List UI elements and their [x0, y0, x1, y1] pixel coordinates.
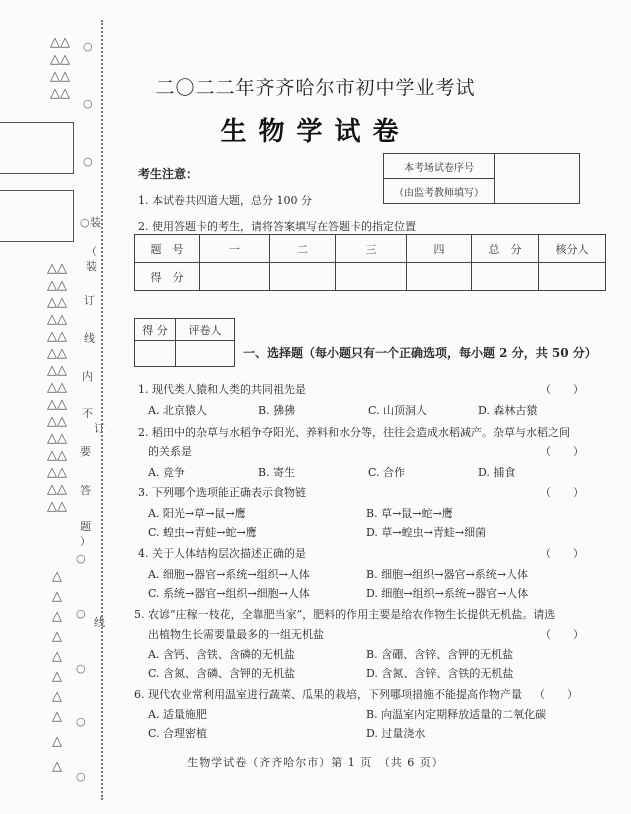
- binding-side-char: 订: [94, 422, 105, 435]
- binding-char: 题: [80, 520, 91, 533]
- option: C. 合理密植: [148, 727, 208, 740]
- student-info-box: [0, 190, 74, 242]
- binding-char: 要: [80, 445, 91, 458]
- binding-char: 装: [86, 260, 97, 273]
- triangle-mark: △: [52, 629, 62, 644]
- triangle-mark: △△: [47, 431, 67, 446]
- paper-subtitle: 生物学试卷: [220, 117, 411, 147]
- grader-header-cell: 评卷人: [176, 319, 235, 341]
- score-header-cell: 二: [270, 235, 336, 263]
- option: C. 含氮、含磷、含钾的无机盐: [148, 667, 296, 680]
- binding-char: （: [86, 245, 97, 258]
- option: B. 含硼、含锌、含钾的无机盐: [366, 648, 514, 661]
- score-header-cell: 总 分: [472, 235, 539, 263]
- binding-char: 线: [84, 332, 95, 345]
- triangle-mark: △△: [47, 482, 67, 497]
- triangle-mark: △△: [47, 465, 67, 480]
- question-stem-cont: 出植物生长需要量最多的一组无机盐: [148, 628, 324, 641]
- question-stem: 5. 农谚“庄稼一枝花，全靠肥当家”，肥料的作用主要是给农作物生长提供无机盐。请选: [134, 608, 556, 621]
- triangle-mark: △△: [47, 346, 67, 361]
- score-row-label: 得 分: [135, 263, 200, 291]
- score-header-cell: 一: [200, 235, 270, 263]
- answer-paren[interactable]: （ ）: [540, 383, 584, 396]
- option: B. 细胞→组织→器官→系统→人体: [366, 568, 528, 581]
- notice-heading: 考生注意：: [138, 167, 199, 181]
- question-stem-cont: 的关系是: [148, 445, 192, 458]
- question-stem: 4. 关于人体结构层次描述正确的是: [138, 547, 306, 560]
- option: D. 捕食: [478, 466, 516, 479]
- score-cell[interactable]: [407, 263, 472, 291]
- grader-table: [134, 318, 235, 367]
- triangle-mark: △△: [47, 261, 67, 276]
- grader-header-cell: 得 分: [135, 319, 176, 341]
- triangle-mark: △△: [50, 86, 70, 101]
- option: D. 草→蝗虫→青蛙→细菌: [366, 526, 487, 539]
- room-serial-note: （由监考教师填写）: [384, 179, 495, 204]
- triangle-mark: △△: [47, 329, 67, 344]
- option: B. 寄生: [258, 466, 296, 479]
- option: B. 向温室内定期释放适量的二氧化碳: [366, 708, 547, 721]
- room-serial-box: [383, 153, 580, 204]
- triangle-mark: △△: [47, 295, 67, 310]
- room-serial-field[interactable]: [495, 154, 580, 204]
- circle-icon: ○: [76, 607, 86, 620]
- notice-item: 2. 使用答题卡的考生，请将答案填写在答题卡的指定位置: [138, 220, 416, 233]
- room-serial-label: 本考场试卷序号: [384, 154, 495, 179]
- circle-icon: ○: [80, 216, 90, 229]
- option: A. 细胞→器官→系统→组织→人体: [148, 568, 310, 581]
- score-cell[interactable]: [270, 263, 336, 291]
- question-stem: 2. 稻田中的杂草与水稻争夺阳光、养料和水分等，往往会造成水稻减产。杂草与水稻之间: [138, 426, 570, 439]
- score-cell[interactable]: [200, 263, 270, 291]
- score-cell[interactable]: [472, 263, 539, 291]
- circle-icon: ○: [76, 662, 86, 675]
- option: B. 草→鼠→蛇→鹰: [366, 507, 453, 520]
- option: B. 狒狒: [258, 404, 296, 417]
- triangle-mark: △: [52, 669, 62, 684]
- option: C. 合作: [368, 466, 406, 479]
- question-stem: 6. 现代农业常利用温室进行蔬菜、瓜果的栽培，下列哪项措施不能提高作物产量: [134, 688, 522, 701]
- binding-char: 不: [82, 407, 93, 420]
- option: C. 蝗虫→青蛙→蛇→鹰: [148, 526, 257, 539]
- circle-icon: ○: [83, 155, 93, 168]
- option: D. 森林古猿: [478, 404, 538, 417]
- binding-char: 装: [90, 216, 101, 229]
- triangle-mark: △△: [47, 499, 67, 514]
- circle-icon: ○: [76, 770, 86, 783]
- triangle-mark: △△: [50, 69, 70, 84]
- binding-char: ）: [80, 535, 91, 548]
- option: A. 竞争: [148, 466, 185, 479]
- option: D. 细胞→组织→系统→器官→人体: [366, 587, 529, 600]
- binding-char: 内: [82, 370, 93, 383]
- triangle-mark: △△: [47, 397, 67, 412]
- triangle-mark: △: [52, 609, 62, 624]
- option: A. 阳光→草→鼠→鹰: [148, 507, 246, 520]
- option: C. 山顶洞人: [368, 404, 428, 417]
- option: C. 系统→器官→组织→细胞→人体: [148, 587, 310, 600]
- notice-item: 1. 本试卷共四道大题，总分 100 分: [138, 194, 312, 207]
- score-header-cell: 核分人: [539, 235, 606, 263]
- binding-char: 订: [84, 294, 95, 307]
- question-stem: 3. 下列哪个选项能正确表示食物链: [138, 486, 306, 499]
- triangle-mark: △△: [50, 52, 70, 67]
- triangle-mark: △: [52, 569, 62, 584]
- circle-icon: ○: [83, 40, 93, 53]
- triangle-mark: △△: [47, 278, 67, 293]
- triangle-mark: △△: [50, 35, 70, 50]
- option: A. 含钙、含铁、含磷的无机盐: [148, 648, 295, 661]
- option: D. 含氮、含锌、含铁的无机盐: [366, 667, 514, 680]
- triangle-mark: △: [52, 649, 62, 664]
- circle-icon: ○: [83, 97, 93, 110]
- triangle-mark: △: [52, 689, 62, 704]
- grader-score-cell[interactable]: [135, 341, 176, 367]
- option: A. 适量施肥: [148, 708, 207, 721]
- circle-icon: ○: [76, 552, 86, 565]
- question-stem: 1. 现代类人猿和人类的共同祖先是: [138, 383, 306, 396]
- triangle-mark: △△: [47, 363, 67, 378]
- score-cell[interactable]: [539, 263, 606, 291]
- answer-paren[interactable]: （ ）: [540, 486, 584, 499]
- grader-name-cell[interactable]: [176, 341, 235, 367]
- score-cell[interactable]: [336, 263, 407, 291]
- score-table: [134, 234, 606, 291]
- circle-icon: ○: [76, 715, 86, 728]
- binding-char: 答: [80, 484, 91, 497]
- exam-title: 二〇二二年齐齐哈尔市初中学业考试: [155, 77, 476, 99]
- section-heading: 一、选择题（每小题只有一个正确选项，每小题 2 分，共 50 分）: [243, 346, 597, 360]
- option: A. 北京猿人: [148, 404, 207, 417]
- triangle-mark: △△: [47, 312, 67, 327]
- triangle-mark: △: [52, 709, 62, 724]
- option: D. 过量浇水: [366, 727, 426, 740]
- answer-paren[interactable]: （ ）: [540, 547, 584, 560]
- page-footer: 生物学试卷（齐齐哈尔市）第 1 页 （共 6 页）: [187, 756, 444, 769]
- triangle-mark: △△: [47, 448, 67, 463]
- triangle-mark: △△: [47, 380, 67, 395]
- score-header-cell: 四: [407, 235, 472, 263]
- triangle-mark: △: [52, 759, 62, 774]
- score-header-cell: 三: [336, 235, 407, 263]
- answer-paren[interactable]: （ ）: [540, 445, 584, 458]
- score-header-cell: 题 号: [135, 235, 200, 263]
- answer-paren[interactable]: （ ）: [540, 628, 584, 641]
- answer-paren[interactable]: （ ）: [534, 688, 578, 701]
- triangle-mark: △△: [47, 414, 67, 429]
- triangle-mark: △: [52, 589, 62, 604]
- triangle-mark: △: [52, 734, 62, 749]
- binding-side-char: 线: [94, 616, 105, 629]
